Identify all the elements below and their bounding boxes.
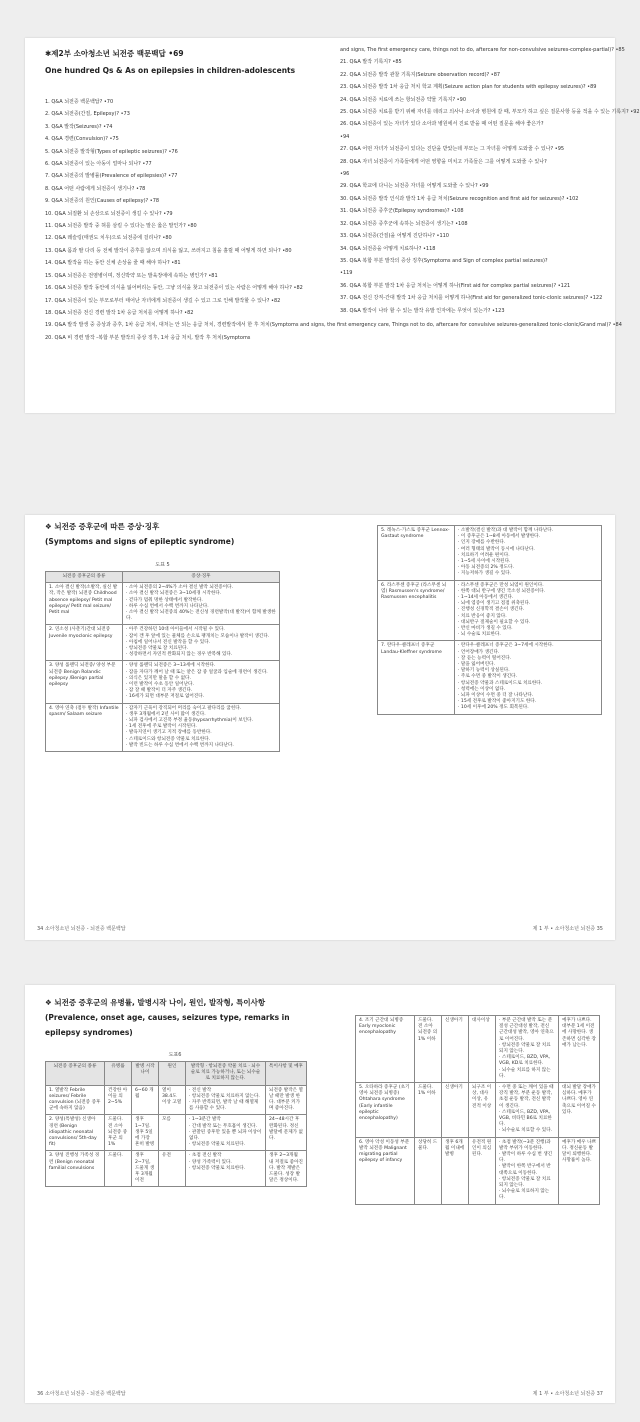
syndrome-signs xyxy=(123,625,280,661)
footer3-right: 제 1 부 • 소아청소년 뇌전증 37 xyxy=(532,1391,603,1397)
table-row xyxy=(46,1085,307,1115)
syndrome-name: 2. 양성(특발성) 신생아 경련 (Benign idiopathic neonatal convulsions/ 5th-day fit) xyxy=(46,1115,105,1151)
seizure-type xyxy=(186,1151,266,1187)
sign-item: · 갑자기 근육이 강직되어 머리를 숙이고 팔다리를 굽힌다. xyxy=(126,705,242,711)
sign-item: · 1세 전후에 주로 발작이 시작된다. xyxy=(126,724,197,730)
remarks: 생후 2~3개월 내 저절로 좋아진다. 발작 재발은 드물다. 성장 발달은 정상이다. xyxy=(266,1151,307,1187)
prevalence: 상당히 드물다. xyxy=(415,1137,442,1204)
sign-item: · 잠 잘 때 발작이 더 자주 생긴다. xyxy=(126,688,193,694)
sign-item: · 아주 건강하던 10대 아이들에서 시작될 수 있다. xyxy=(126,627,225,633)
syndrome-name: 1. 소아 결신 발작(소발작, 실신 발작, 작은 발작) 뇌전증 Childhood absence epilepsy/ Petit mal epilepsy/ Petit mal seizure/ Petit mal xyxy=(46,583,123,625)
prevalence: 드물다. xyxy=(105,1151,132,1187)
toc-item: 25. Q&A 뇌전증 치료를 받기 위해 자녀를 데리고 의사나 소아과 병원에 갈 때, 부모가 하고 싶은 질문사항 등을 적을 수 있는 기록지? •92 xyxy=(340,109,640,116)
table-row xyxy=(356,1137,600,1204)
sign-item: · 10세 이후에 20% 정도 회복된다. xyxy=(458,705,529,711)
toc-item: 30. Q&A 뇌전증 발작 인식과 발작 1차 응급 처치(Seizure recognition and first aid for seizures)? •102 xyxy=(340,195,579,202)
sign-item: · 뇌파 검사에서 고진폭 부정 율동(hypsarrhythmia)이 보인다. xyxy=(126,718,253,724)
h6-prevalence: 유병률 xyxy=(105,1062,132,1086)
sign-item: · 한쪽 대뇌 반구에 생긴 국소성 뇌전증이다. xyxy=(458,588,546,594)
sign-item: · 잠이 깬 후 앞에 있는 물체를 손으로 팽개치는 모습이나 발작이 생긴다. xyxy=(126,633,270,639)
h6-cause: 원인 xyxy=(159,1062,186,1086)
table-caption: 도표 5 xyxy=(155,562,170,568)
toc-item: 29. Q&A 학교에 다니는 뇌전증 자녀를 어떻게 도와줄 수 있나? •99 xyxy=(340,183,489,190)
table-row xyxy=(46,661,280,703)
sign-item: · 치료 반응이 좋지 않다. xyxy=(458,613,507,619)
toc-right-column xyxy=(340,44,640,317)
sign-item: · 말을 잃어버린다. xyxy=(458,662,495,668)
type-item: · 관찰된 증후만 있을 뿐 뇌파 이상이 없다. xyxy=(189,1129,262,1142)
sign-item: · 라스무센 증후군은 만성 뇌염이 원인이다. xyxy=(458,582,544,588)
prevalence: 드물다. 1% 이하 xyxy=(415,1083,442,1138)
type-item: · 수면 중 또는 깨어 있을 때 강직 발작, 부분 운동 발작, 초점 운동 발작, 전신 발작이 생긴다. xyxy=(499,1085,554,1109)
table-row xyxy=(46,583,280,625)
toc-item: 28. Q&A 자녀 뇌전증이 가족들에게 어떤 영향을 미치고 가족들은 그를 어떻게 도와줄 수 있나? xyxy=(340,158,547,165)
onset-age: 신생아기 xyxy=(442,1016,469,1083)
toc-item: 36. Q&A 복합 부분 발작 1차 응급 처치는 어떻게 하나(First aid for complex partial seizures)? •121 xyxy=(340,282,571,289)
table-row xyxy=(378,641,602,714)
toc-item: 5. Q&A 뇌전증 발작형(Types of epileptic seizures)? •76 xyxy=(45,148,178,155)
sign-item: · 말하기 능력이 상실된다. xyxy=(458,668,510,674)
syndrome-signs-spread xyxy=(25,515,615,940)
table-row xyxy=(378,580,602,641)
toc-item: 11. Q&A 뇌전증 발작 중 혀를 삼킬 수 있다는 말은 옳은 말인가? •80 xyxy=(45,223,197,230)
sign-item: · 치료하기 어려운 편이다. xyxy=(458,552,510,558)
sign-item: · 소발작(결신 발작)과 대 발작이 함께 나타난다. xyxy=(458,528,554,533)
toc-spread xyxy=(25,38,640,413)
toc-item: •119 xyxy=(340,270,353,277)
sign-item: · 이런 발작이 수초 동안 일어난다. xyxy=(126,682,194,688)
type-item: · 초점 전신 발작 xyxy=(189,1153,222,1159)
sign-item: · 란다우-클레프너 증후군은 3~7세에 시작한다. xyxy=(458,643,554,649)
sign-item: · 하루 수십 번에서 수백 번까지 나타난다. xyxy=(126,603,209,609)
sign-item: · 15세 전후로 발작이 좋아지기도 한다. xyxy=(458,699,537,705)
type-item: · 항뇌전증 약물로 잘 치료되지 않는다. xyxy=(499,1042,551,1055)
toc-item: 19. Q&A 발작 발생 중 증상과 증후, 1차 응급 처치, 대처는 안 되는 응급 처치, 경련발작에서 한 후 처치(Symptoms and signs, the first emergency care, Things not to do, aftercare for convulsive seizures-generalized tonic-clonic/Grand mal)? •84 xyxy=(45,322,622,329)
prevalence: 드물다. 전 소아 뇌전증 중후군 의 1% xyxy=(105,1115,132,1151)
type-item: · 스테로이드, BZD, VPA, VGB, KD로 치료한다. xyxy=(499,1055,551,1067)
toc-item: 8. Q&A 어떤 사람에게 뇌전증이 생기나? •78 xyxy=(45,185,146,192)
cause: 뇌구조 이상, 대사 이상, 유전적 이상 xyxy=(469,1083,496,1138)
toc-item: 22. Q&A 뇌전증 발작 관찰 기록지(Seizure observation record)? •87 xyxy=(340,71,501,78)
sign-item: · 뇌파 이상이 수면 중 더 잘 나타난다. xyxy=(458,693,534,699)
toc-item: 38. Q&A 발작이 나타 할 수 있는 발작 유발 인자에는 무엇이 있는가? •123 xyxy=(340,307,505,314)
sign-item: · 지능저하가 생길 수 있다. xyxy=(458,571,512,577)
sign-item: · 1~5세 사이에 시작된다. xyxy=(458,559,511,565)
table6-caption: 도표6 xyxy=(168,1052,182,1058)
toc-item: 24. Q&A 뇌전증 치료에 쓰는 항뇌전증 약물 기록지? •90 xyxy=(340,96,466,103)
seizure-type xyxy=(496,1083,559,1138)
syndrome-signs xyxy=(455,526,602,581)
toc-item: 20. Q&A 비 경련 발작 -복합 부분 발작의 증상 징후, 1차 응급 처치, 발작 후 처치(Symptoms xyxy=(45,334,251,341)
toc-item: 21. Q&A 발작 기록지? •85 xyxy=(340,59,402,66)
sign-item: · 여러 형태의 발작이 동시에 나타난다. xyxy=(458,546,535,552)
toc-item: 12. Q&A 레슬링(태권도 치우)으로 뇌전증에 걸리나? •80 xyxy=(45,235,172,242)
sign-item: · 발육지연이 생기고 지적 장애를 동반한다. xyxy=(126,730,212,736)
sign-item: · 의식은 있지만 말을 할 수 없다. xyxy=(126,675,191,681)
toc-item: 34. Q&A 뇌전증을 어떻게 치료하나? •118 xyxy=(340,245,436,252)
toc-item: 14. Q&A 발작을 하는 동안 신체 손상을 줄 때 해야 하나? •81 xyxy=(45,260,181,267)
header-signs: 증상·징후 xyxy=(123,572,280,583)
type-item: · 간대 발작 또는 무호흡이 생긴다. xyxy=(189,1123,257,1129)
syndrome-name: 6. 영아 악성 이동성 부분 발작 뇌전증 Malignant migrating partial epilepsy of infancy xyxy=(356,1137,415,1204)
type-item: · 뇌수술로 치료하지 않는다. xyxy=(499,1189,550,1201)
type-item: · 뇌수술로 치료할 수 있다. xyxy=(499,1128,553,1134)
type-item: · 전신 발작 xyxy=(189,1087,212,1093)
signs-table-left xyxy=(45,571,280,752)
sign-item: · 이 증후군은 1~8세 아동에서 발생한다. xyxy=(458,534,541,540)
toc-item: 32. Q&A 뇌전증 증후군에 속하는 뇌전증이 생기는? •108 xyxy=(340,220,468,227)
type-item: · 뇌수술 치료를 하지 않는다. xyxy=(499,1067,551,1079)
sign-item: · 소아 결신 발작 뇌전증의 40%는 전신성 경련발작(대 발작)이 함께 발생한다. xyxy=(126,610,276,622)
h6-syndrome: 뇌전증 증후군의 종류 xyxy=(46,1062,105,1086)
syndrome-name: 1. 열발작 Febrile seizures/ Febrile convulsion (뇌전증 증후군에 속하지 않음) xyxy=(46,1085,105,1115)
toc-item: 13. Q&A 몸과 팔 다리 등 전체 발작이 증후를 않으며 의식을 잃고, 쓰러지고 침을 흘릴 때 어떻게 하면 되나? •80 xyxy=(45,247,292,254)
remarks: 24~48시간 후 완화된다. 정신 발달에 문제가 없다. xyxy=(266,1115,307,1151)
syndrome-name: 4. 조기 근간대 뇌병증 Early myoclonic encephalopathy xyxy=(356,1016,415,1083)
sign-item: · 스테로이드와 항뇌전증 약물로 치료한다. xyxy=(126,736,211,742)
syndrome-name: 5. 오타하라 증후군 (초기 영아 뇌전증 뇌병증) Ohtahara syndrome (Early infantile epileptic encephalopathy) xyxy=(356,1083,415,1138)
toc-item: •96 xyxy=(340,171,350,178)
toc-item: 10. Q&A 뇌질환 뇌 손상으로 뇌전증이 생길 수 있나? •79 xyxy=(45,210,173,217)
type-item: · 1~3분간 발작 xyxy=(189,1117,221,1123)
section-title-ko: ❖ 뇌전증 증후군에 따른 증상·징후 xyxy=(45,522,160,531)
toc-item: 17. Q&A 뇌전증이 있는 부모로부터 태어난 자녀에게 뇌전증이 생길 수 있고 그로 인해 발작할 수 있나? •82 xyxy=(45,297,281,304)
table-row xyxy=(46,625,280,661)
table-row xyxy=(46,1151,307,1187)
toc-item: 7. Q&A 뇌전증의 발병률(Prevalence of epilepsies)? •77 xyxy=(45,173,178,180)
cause: 모름 xyxy=(159,1115,186,1151)
sign-item: · 양성 롤랜딕 뇌전증은 3~13세에 시작한다. xyxy=(126,663,216,669)
remarks: 예후가 나쁘다. 대부분 1세 이전에 사망한다. 생존하면 심각한 장애가 남는다. xyxy=(559,1016,600,1083)
type-item: · 스테로이드, BZD, VPA, VGB, 비타민 B6로 치료한다. xyxy=(499,1109,552,1128)
seizure-type xyxy=(496,1137,559,1204)
toc-item: 37. Q&A 전신 강직-간대 발작 1차 응급 처치를 어떻게 하나(First aid for generalized tonic-clonic seizures)? •122 xyxy=(340,295,603,302)
header-syndrome: 뇌전증 증후군의 종류 xyxy=(46,572,123,583)
sign-item: · 뇌 수술로 치료한다. xyxy=(458,632,501,638)
cause: 열이 38.4도 이상 고열 xyxy=(159,1085,186,1115)
seizure-type xyxy=(186,1115,266,1151)
syndrome-name: 5. 레녹스-가스토 증후군 Lennox-Gastaut syndrome xyxy=(378,526,455,581)
toc-item: 6. Q&A 뇌전증이 있는 아동이 얼마나 되나? •77 xyxy=(45,161,152,168)
syndrome-signs xyxy=(455,641,602,714)
type-item: · 항뇌전증 약물로 치료된다. xyxy=(189,1142,246,1148)
type-item: · 항뇌전증 약물로 치료한다. xyxy=(189,1165,246,1171)
sign-item: · 걷다가 멈춰 멍한 상태에서 발작한다. xyxy=(126,597,203,603)
toc-item: 2. Q&A 뇌전증(간질, Epilepsy)? •73 xyxy=(45,111,130,118)
sign-item: · 뇌에 염증이 생기고 점점 위축된다. xyxy=(458,601,531,607)
prevalence: 건강한 아이들 의 2~5% xyxy=(105,1085,132,1115)
toc-item: 27. Q&A 어떤 자녀가 뇌전증이 있다는 진단을 받았는데 부모는 그 자녀를 어떻게 도와줄 수 있나? •95 xyxy=(340,146,565,153)
toc-title-en: One hundred Qs & As on epilepsies in children-adolescents xyxy=(45,66,296,75)
toc-item: 4. Q&A 경련(Convulsion)? •75 xyxy=(45,136,119,143)
syndrome-name: 6. 라스무센 증후군 (라스무센 뇌염) Rasmussen's syndrome/ Rasmussen encephalitis xyxy=(378,580,455,641)
section-title-en: (Symptoms and signs of epileptic syndrome) xyxy=(45,537,235,546)
sign-item: · 잘 듣는 능력이 떨어진다. xyxy=(458,655,512,661)
h6-remarks: 특이사항 및 예후 xyxy=(266,1062,307,1086)
table-row xyxy=(46,703,280,751)
footer-right: 제 1 부 • 소아청소년 뇌전증 35 xyxy=(532,926,603,932)
type-item: · 양성 가족력이 있다. xyxy=(189,1159,232,1165)
sign-item: · 대뇌반구 절제술이 필요할 수 있다. xyxy=(458,619,531,625)
sign-item: · 1~14세 아동에서 생긴다. xyxy=(458,595,514,601)
toc-item: 23. Q&A 뇌전증 발작 1차 응급 처치 학교 계획(Seizure action plan for students with epilepsy seizures)? •89 xyxy=(340,84,597,91)
cause: 유전 xyxy=(159,1151,186,1187)
table-row xyxy=(378,526,602,581)
sign-item: · 성장하면서 자연적 완화되지 않는 경우 반복해 있다. xyxy=(126,652,233,658)
syndrome-signs xyxy=(123,583,280,625)
toc-item: 9. Q&A 뇌전증의 원인(Causes of epilepsy)? •78 xyxy=(45,198,160,205)
toc-item: and signs, The first emergency care, things not to do, aftercare for non-convulsive seizures-complex-partial)? •85 xyxy=(340,47,625,53)
sign-item: · 아동 뇌전증의 2% 정도다. xyxy=(458,565,514,571)
toc-item: 3. Q&A 발작(Seizures)? •74 xyxy=(45,123,113,130)
prevalence-table-left xyxy=(45,1061,307,1187)
sign-item: · 소아 뇌전증의 2~4%가 소아 결신 발작 뇌전증이다. xyxy=(126,585,234,591)
signs-table-right xyxy=(377,525,602,715)
sign-item: · 항뇌전증 약물과 스테로이드로 치료한다. xyxy=(458,680,543,686)
sign-item: · 청력에는 이상이 없다. xyxy=(458,686,506,692)
onset-age: 생후 6개월 이내에 발병 xyxy=(442,1137,469,1204)
syndrome-signs xyxy=(123,661,280,703)
toc-item: 33. Q&A 뇌전증(간질)을 어떻게 진단하나? •110 xyxy=(340,233,449,240)
type-item: · 항뇌전증 약물로 잘 치료되지 않는다. xyxy=(499,1176,551,1189)
toc-item: 35. Q&A 복합 부분 발작의 증상 징후(Symptoms and Sign of complex partial seizures)? xyxy=(340,257,548,264)
prevalence: 드물다. 전 소아 뇌전증 의 1% 이하 xyxy=(415,1016,442,1083)
toc-item: 18. Q&A 뇌전증 전신 경련 발작 1차 응급 처치를 어떻게 하나? •82 xyxy=(45,309,194,316)
sign-item: · 발작 빈도는 하루 수십 번에서 수백 번까지 나타난다. xyxy=(126,742,234,748)
type-item: · 부분 근간대 발작 또는 분절성 근간대성 발작, 전신 근간대성 발작, 영아 연축으로 이어진다. xyxy=(499,1018,554,1042)
remarks: 뇌전증 발작은 열 날 때만 발생 한다. 대부분 커가며 좋아진다. xyxy=(266,1085,307,1115)
table-row xyxy=(356,1083,600,1138)
toc-item: 15. Q&A 뇌전증은 전염병이며, 정신박약 또는 발육장애에 속하는 병인가? •81 xyxy=(45,272,218,279)
syndrome-name: 3. 양성 진행성 가족성 경련 (Benign neonatal familial convulsions xyxy=(46,1151,105,1187)
syndrome-name: 7. 란다우-클레프너 증후군 Landau-Kleffner syndrome xyxy=(378,641,455,714)
type-item: · 발작이 한쪽 반구에서 반대쪽으로 이동한다. xyxy=(499,1164,551,1176)
h6-onset: 발병 시작 나이 xyxy=(132,1062,159,1086)
sign-item: · 반신 마비가 생길 수 있다. xyxy=(458,626,513,632)
syndrome-name: 4. 영아 연축 (점두 발작) Infantile spasm/ Salaam seizure xyxy=(46,703,123,751)
footer3-left: 36 소아청소년 뇌전증 - 뇌전증 백문백답 xyxy=(37,1391,126,1397)
sign-item: · 주로 수면 중 발작이 생긴다. xyxy=(458,674,518,680)
syndrome-name: 2. 연소성 (사춘기)간대 뇌전증 Juvenile myoclonic epilepsy xyxy=(46,625,123,661)
toc-item: 26. Q&A 뇌전증이 있는 자녀가 있다 소아과 병원에서 진료 받을 때 어떤 질문을 해야 좋은가? xyxy=(340,121,544,128)
cause: 대사이상 xyxy=(469,1016,496,1083)
sign-item: · 언어장애가 생긴다. xyxy=(458,649,500,655)
sign-item: · 생후 3개월에서 2년 사이 많이 생긴다. xyxy=(126,711,206,717)
toc-title-ko: ✱제2부 소아청소년 뇌전증 백문백답 •69 xyxy=(45,49,184,58)
seizure-type xyxy=(496,1016,559,1083)
footer-left: 34 소아청소년 뇌전증 - 뇌전증 백문백답 xyxy=(37,926,126,932)
syndrome-prevalence-spread xyxy=(25,985,615,1403)
sign-item: · 진행성 신경학적 결손이 생긴다. xyxy=(458,607,525,613)
table-row xyxy=(356,1016,600,1083)
sign-item: · 인지 장애를 수반한다. xyxy=(458,540,506,546)
onset-age: 생후 2~7일, 드물게 생후 3개월 이전 xyxy=(132,1151,159,1187)
sign-item: · 아침에 일어나서 전신 발작을 할 수 있다. xyxy=(126,639,211,645)
toc-item: •94 xyxy=(340,133,350,140)
sign-item: · 16세가 되면 대부분 저절로 없어진다. xyxy=(126,694,205,700)
onset-age: 6~60 개월 xyxy=(132,1085,159,1115)
seizure-type xyxy=(186,1085,266,1115)
remarks: 대뇌 발달 장애가 심하다. 예후가 나쁘다. 영아 연축으로 이어질 수 있다. xyxy=(559,1083,600,1138)
type-item: · 자주 반복되면, 발작 날 때 해열제를 사용할 수 있다. xyxy=(189,1100,259,1112)
toc-item: 1. Q&A 뇌전증 백문백답? •70 xyxy=(45,99,114,105)
remarks: 예후가 매우 나쁘다. 정신운동 발달이 퇴행한다. 사망률이 높다. xyxy=(559,1137,600,1204)
prevalence-table-right xyxy=(355,1015,600,1205)
type-item: · 초점 발작(~3분 진행)과 발작 부위가 이동한다. xyxy=(499,1139,551,1151)
toc-item: 16. Q&A 뇌전증 발작 동안에 의식을 잃어버리는 동안, 그냥 의식을 찾고 뇌전증이 있는 사람은 어떻게 해야 하나? •82 xyxy=(45,285,303,292)
h6-type: 발작형 · 항뇌전증 약물 치료 · 뇌수술로 치료 가능하거나, 또는 뇌수술로 치료하지 않는다. xyxy=(186,1062,266,1086)
sign-item: · 소아 결신 발작 뇌전증은 3~10세경 시작한다. xyxy=(126,591,222,597)
onset-age: 생후 1~7일. 생후 5일에 가장 흔히 발병 xyxy=(132,1115,159,1151)
syndrome-signs xyxy=(123,703,280,751)
type-item: · 발작이 하루 수십 번 생긴다. xyxy=(499,1152,553,1164)
toc-item: 31. Q&A 뇌전증 증후군(Epilepsy syndromes)? •108 xyxy=(340,208,464,215)
onset-age: 신생아기 xyxy=(442,1083,469,1138)
type-item: · 항뇌전증 약물로 치료하지 않는다. xyxy=(189,1093,260,1099)
syndrome-name: 3. 양성 롤랜딕 뇌전증/ 양성 부분 뇌전증 Benign Rolandic epilepsy /Benign partial epilepsy xyxy=(46,661,123,703)
cause: 유전적 원인이 의심된다. xyxy=(469,1137,496,1204)
sign-item: · 잠을 자다가 깨어 날 때 또는 얕은 잠 중 얼굴과 입술에 경련이 생긴다. xyxy=(126,669,268,675)
sign-item: · 항뇌전증 약물로 잘 치료된다. xyxy=(126,646,189,652)
section-title-prevalence: ❖ 뇌전증 증후군의 유병률, 발병시작 나이, 원인, 발작형, 특이사항(Prevalence, onset age, causes, seizures type, remarks in epilepsy syndromes) xyxy=(45,998,290,1037)
syndrome-signs xyxy=(455,580,602,641)
table-row xyxy=(46,1115,307,1151)
